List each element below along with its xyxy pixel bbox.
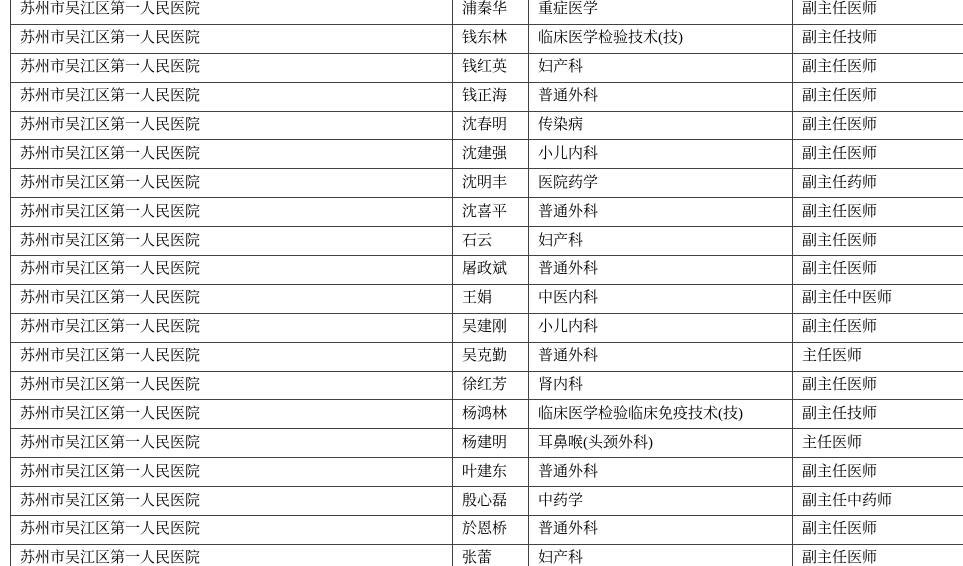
table-row xyxy=(11,313,963,342)
cell-department: 重症医学 xyxy=(529,0,793,24)
cell-department: 中药学 xyxy=(529,487,793,516)
cell-hospital: 苏州市吴江区第一人民医院 xyxy=(11,371,453,400)
cell-hospital: 苏州市吴江区第一人民医院 xyxy=(11,342,453,371)
cell-department: 普通外科 xyxy=(529,82,793,111)
table-row xyxy=(11,256,963,285)
cell-title: 副主任中医师 xyxy=(793,284,963,313)
cell-department: 普通外科 xyxy=(529,458,793,487)
table-row xyxy=(11,342,963,371)
table-row xyxy=(11,516,963,545)
cell-department: 临床医学检验技术(技) xyxy=(529,24,793,53)
table-row xyxy=(11,371,963,400)
cell-department: 妇产科 xyxy=(529,227,793,256)
table-row xyxy=(11,198,963,227)
cell-hospital: 苏州市吴江区第一人民医院 xyxy=(11,0,453,24)
cell-name: 石云 xyxy=(453,227,529,256)
table-row xyxy=(11,227,963,256)
cell-department: 耳鼻喉(头颈外科) xyxy=(529,429,793,458)
cell-title: 主任医师 xyxy=(793,429,963,458)
table-row xyxy=(11,0,963,24)
personnel-table-body xyxy=(11,0,963,566)
cell-name: 沈明丰 xyxy=(453,169,529,198)
cell-name: 杨建明 xyxy=(453,429,529,458)
cell-name: 张蕾 xyxy=(453,544,529,566)
cell-department: 小儿内科 xyxy=(529,313,793,342)
cell-hospital: 苏州市吴江区第一人民医院 xyxy=(11,227,453,256)
cell-name: 叶建东 xyxy=(453,458,529,487)
cell-hospital: 苏州市吴江区第一人民医院 xyxy=(11,256,453,285)
cell-department: 普通外科 xyxy=(529,198,793,227)
cell-hospital: 苏州市吴江区第一人民医院 xyxy=(11,284,453,313)
cell-title: 副主任药师 xyxy=(793,169,963,198)
table-row xyxy=(11,400,963,429)
table-row xyxy=(11,544,963,566)
table-row xyxy=(11,169,963,198)
cell-name: 杨鸿林 xyxy=(453,400,529,429)
cell-title: 副主任医师 xyxy=(793,256,963,285)
cell-hospital: 苏州市吴江区第一人民医院 xyxy=(11,169,453,198)
cell-hospital: 苏州市吴江区第一人民医院 xyxy=(11,313,453,342)
table-row xyxy=(11,429,963,458)
cell-name: 吴建刚 xyxy=(453,313,529,342)
cell-name: 沈喜平 xyxy=(453,198,529,227)
cell-department: 肾内科 xyxy=(529,371,793,400)
cell-title: 副主任技师 xyxy=(793,400,963,429)
table-row xyxy=(11,284,963,313)
cell-department: 普通外科 xyxy=(529,516,793,545)
cell-title: 副主任医师 xyxy=(793,458,963,487)
cell-department: 临床医学检验临床免疫技术(技) xyxy=(529,400,793,429)
cell-hospital: 苏州市吴江区第一人民医院 xyxy=(11,53,453,82)
cell-name: 徐红芳 xyxy=(453,371,529,400)
table-row xyxy=(11,140,963,169)
cell-name: 钱红英 xyxy=(453,53,529,82)
cell-hospital: 苏州市吴江区第一人民医院 xyxy=(11,111,453,140)
cell-hospital: 苏州市吴江区第一人民医院 xyxy=(11,487,453,516)
table-row xyxy=(11,53,963,82)
cell-department: 普通外科 xyxy=(529,342,793,371)
cell-title: 副主任中药师 xyxy=(793,487,963,516)
cell-name: 吴克勤 xyxy=(453,342,529,371)
cell-department: 中医内科 xyxy=(529,284,793,313)
cell-hospital: 苏州市吴江区第一人民医院 xyxy=(11,544,453,566)
cell-name: 钱东林 xyxy=(453,24,529,53)
cell-name: 沈建强 xyxy=(453,140,529,169)
cell-title: 副主任医师 xyxy=(793,0,963,24)
cell-name: 沈春明 xyxy=(453,111,529,140)
cell-department: 妇产科 xyxy=(529,53,793,82)
table-row xyxy=(11,111,963,140)
cell-title: 副主任医师 xyxy=(793,371,963,400)
cell-department: 妇产科 xyxy=(529,544,793,566)
cell-title: 副主任医师 xyxy=(793,544,963,566)
cell-hospital: 苏州市吴江区第一人民医院 xyxy=(11,458,453,487)
table-row xyxy=(11,82,963,111)
cell-department: 医院药学 xyxy=(529,169,793,198)
cell-hospital: 苏州市吴江区第一人民医院 xyxy=(11,400,453,429)
cell-hospital: 苏州市吴江区第一人民医院 xyxy=(11,198,453,227)
cell-department: 普通外科 xyxy=(529,256,793,285)
cell-title: 副主任医师 xyxy=(793,313,963,342)
cell-title: 副主任医师 xyxy=(793,140,963,169)
cell-name: 屠政斌 xyxy=(453,256,529,285)
cell-department: 传染病 xyxy=(529,111,793,140)
cell-hospital: 苏州市吴江区第一人民医院 xyxy=(11,82,453,111)
personnel-table xyxy=(10,0,963,566)
table-row xyxy=(11,458,963,487)
cell-department: 小儿内科 xyxy=(529,140,793,169)
cell-title: 副主任技师 xyxy=(793,24,963,53)
cell-title: 副主任医师 xyxy=(793,111,963,140)
cell-title: 副主任医师 xyxy=(793,82,963,111)
cell-hospital: 苏州市吴江区第一人民医院 xyxy=(11,140,453,169)
cell-name: 钱正海 xyxy=(453,82,529,111)
cell-title: 副主任医师 xyxy=(793,198,963,227)
cell-title: 副主任医师 xyxy=(793,227,963,256)
cell-hospital: 苏州市吴江区第一人民医院 xyxy=(11,24,453,53)
cell-name: 王娟 xyxy=(453,284,529,313)
cell-hospital: 苏州市吴江区第一人民医院 xyxy=(11,429,453,458)
cell-name: 殷心磊 xyxy=(453,487,529,516)
cell-title: 副主任医师 xyxy=(793,53,963,82)
cell-name: 浦秦华 xyxy=(453,0,529,24)
cell-title: 主任医师 xyxy=(793,342,963,371)
cell-name: 於恩桥 xyxy=(453,516,529,545)
table-row xyxy=(11,487,963,516)
table-row xyxy=(11,24,963,53)
cell-title: 副主任医师 xyxy=(793,516,963,545)
cell-hospital: 苏州市吴江区第一人民医院 xyxy=(11,516,453,545)
